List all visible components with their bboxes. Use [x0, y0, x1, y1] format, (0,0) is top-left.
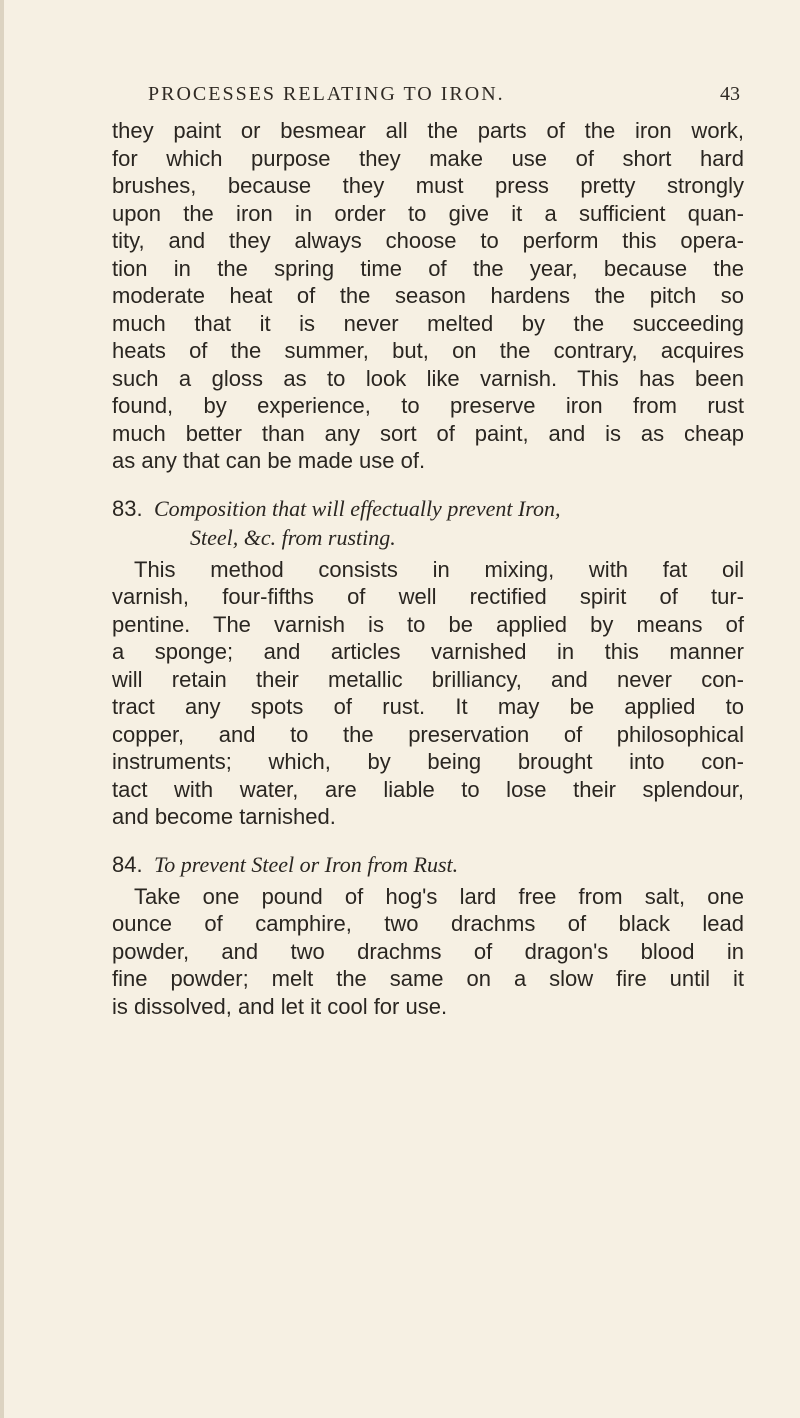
- text-line: found, by experience, to preserve iron from rust: [112, 393, 744, 418]
- section-84-body: [112, 883, 744, 1021]
- section-84-heading: [112, 850, 744, 879]
- section-number: 83.: [112, 495, 143, 521]
- text-line: tion in the spring time of the year, because the: [112, 255, 744, 281]
- section-title: Composition that will effectually prevent Iron,: [154, 495, 561, 521]
- page-number: 43: [720, 83, 740, 105]
- text-line: tract any spots of rust. It may be applied to: [112, 694, 744, 719]
- page-body: [112, 117, 744, 1020]
- running-head: PROCESSES RELATING TO IRON.: [148, 83, 505, 105]
- text-line: This method consists in mixing, with fat oil: [134, 556, 744, 582]
- page-header: [100, 83, 740, 113]
- text-line: Take one pound of hog's lard free from salt, one: [134, 883, 744, 909]
- section-number: 84.: [112, 851, 143, 877]
- text-line: fine powder; melt the same on a slow fire until it: [112, 966, 744, 991]
- section-title: To prevent Steel or Iron from Rust.: [154, 851, 459, 877]
- text-line: as any that can be made use of.: [112, 448, 426, 473]
- text-line: and become tarnished.: [112, 804, 336, 829]
- text-line: such a gloss as to look like varnish. This has been: [112, 365, 744, 391]
- text-line: tity, and they always choose to perform this opera-: [112, 228, 744, 253]
- text-line: upon the iron in order to give it a sufficient quan-: [112, 200, 744, 226]
- text-line: heats of the summer, but, on the contrary, acquires: [112, 338, 744, 363]
- paragraph-continued: [112, 117, 744, 475]
- text-line: for which purpose they make use of short hard: [112, 145, 744, 171]
- text-line: much better than any sort of paint, and is as cheap: [112, 420, 744, 446]
- text-line: instruments; which, by being brought into con-: [112, 749, 744, 774]
- text-line: tact with water, are liable to lose their splendour,: [112, 776, 744, 802]
- text-line: pentine. The varnish is to be applied by means of: [112, 611, 744, 637]
- text-line: will retain their metallic brilliancy, and never con-: [112, 666, 744, 692]
- text-line: copper, and to the preservation of philosophical: [112, 721, 744, 747]
- text-line: brushes, because they must press pretty strongly: [112, 173, 744, 198]
- text-line: moderate heat of the season hardens the pitch so: [112, 283, 744, 308]
- text-line: they paint or besmear all the parts of the iron work,: [112, 118, 744, 143]
- text-line: powder, and two drachms of dragon's blood in: [112, 938, 744, 964]
- section-83-body: [112, 556, 744, 831]
- text-line: a sponge; and articles varnished in this manner: [112, 639, 744, 664]
- section-title-continued: Steel, &c. from rusting.: [190, 524, 396, 550]
- text-line: is dissolved, and let it cool for use.: [112, 993, 448, 1019]
- text-line: much that it is never melted by the succeeding: [112, 310, 744, 336]
- page-edge: [0, 0, 4, 1418]
- section-83-heading: [112, 494, 744, 552]
- text-line: varnish, four-fifths of well rectified spirit of tur-: [112, 584, 744, 609]
- text-line: ounce of camphire, two drachms of black lead: [112, 911, 744, 936]
